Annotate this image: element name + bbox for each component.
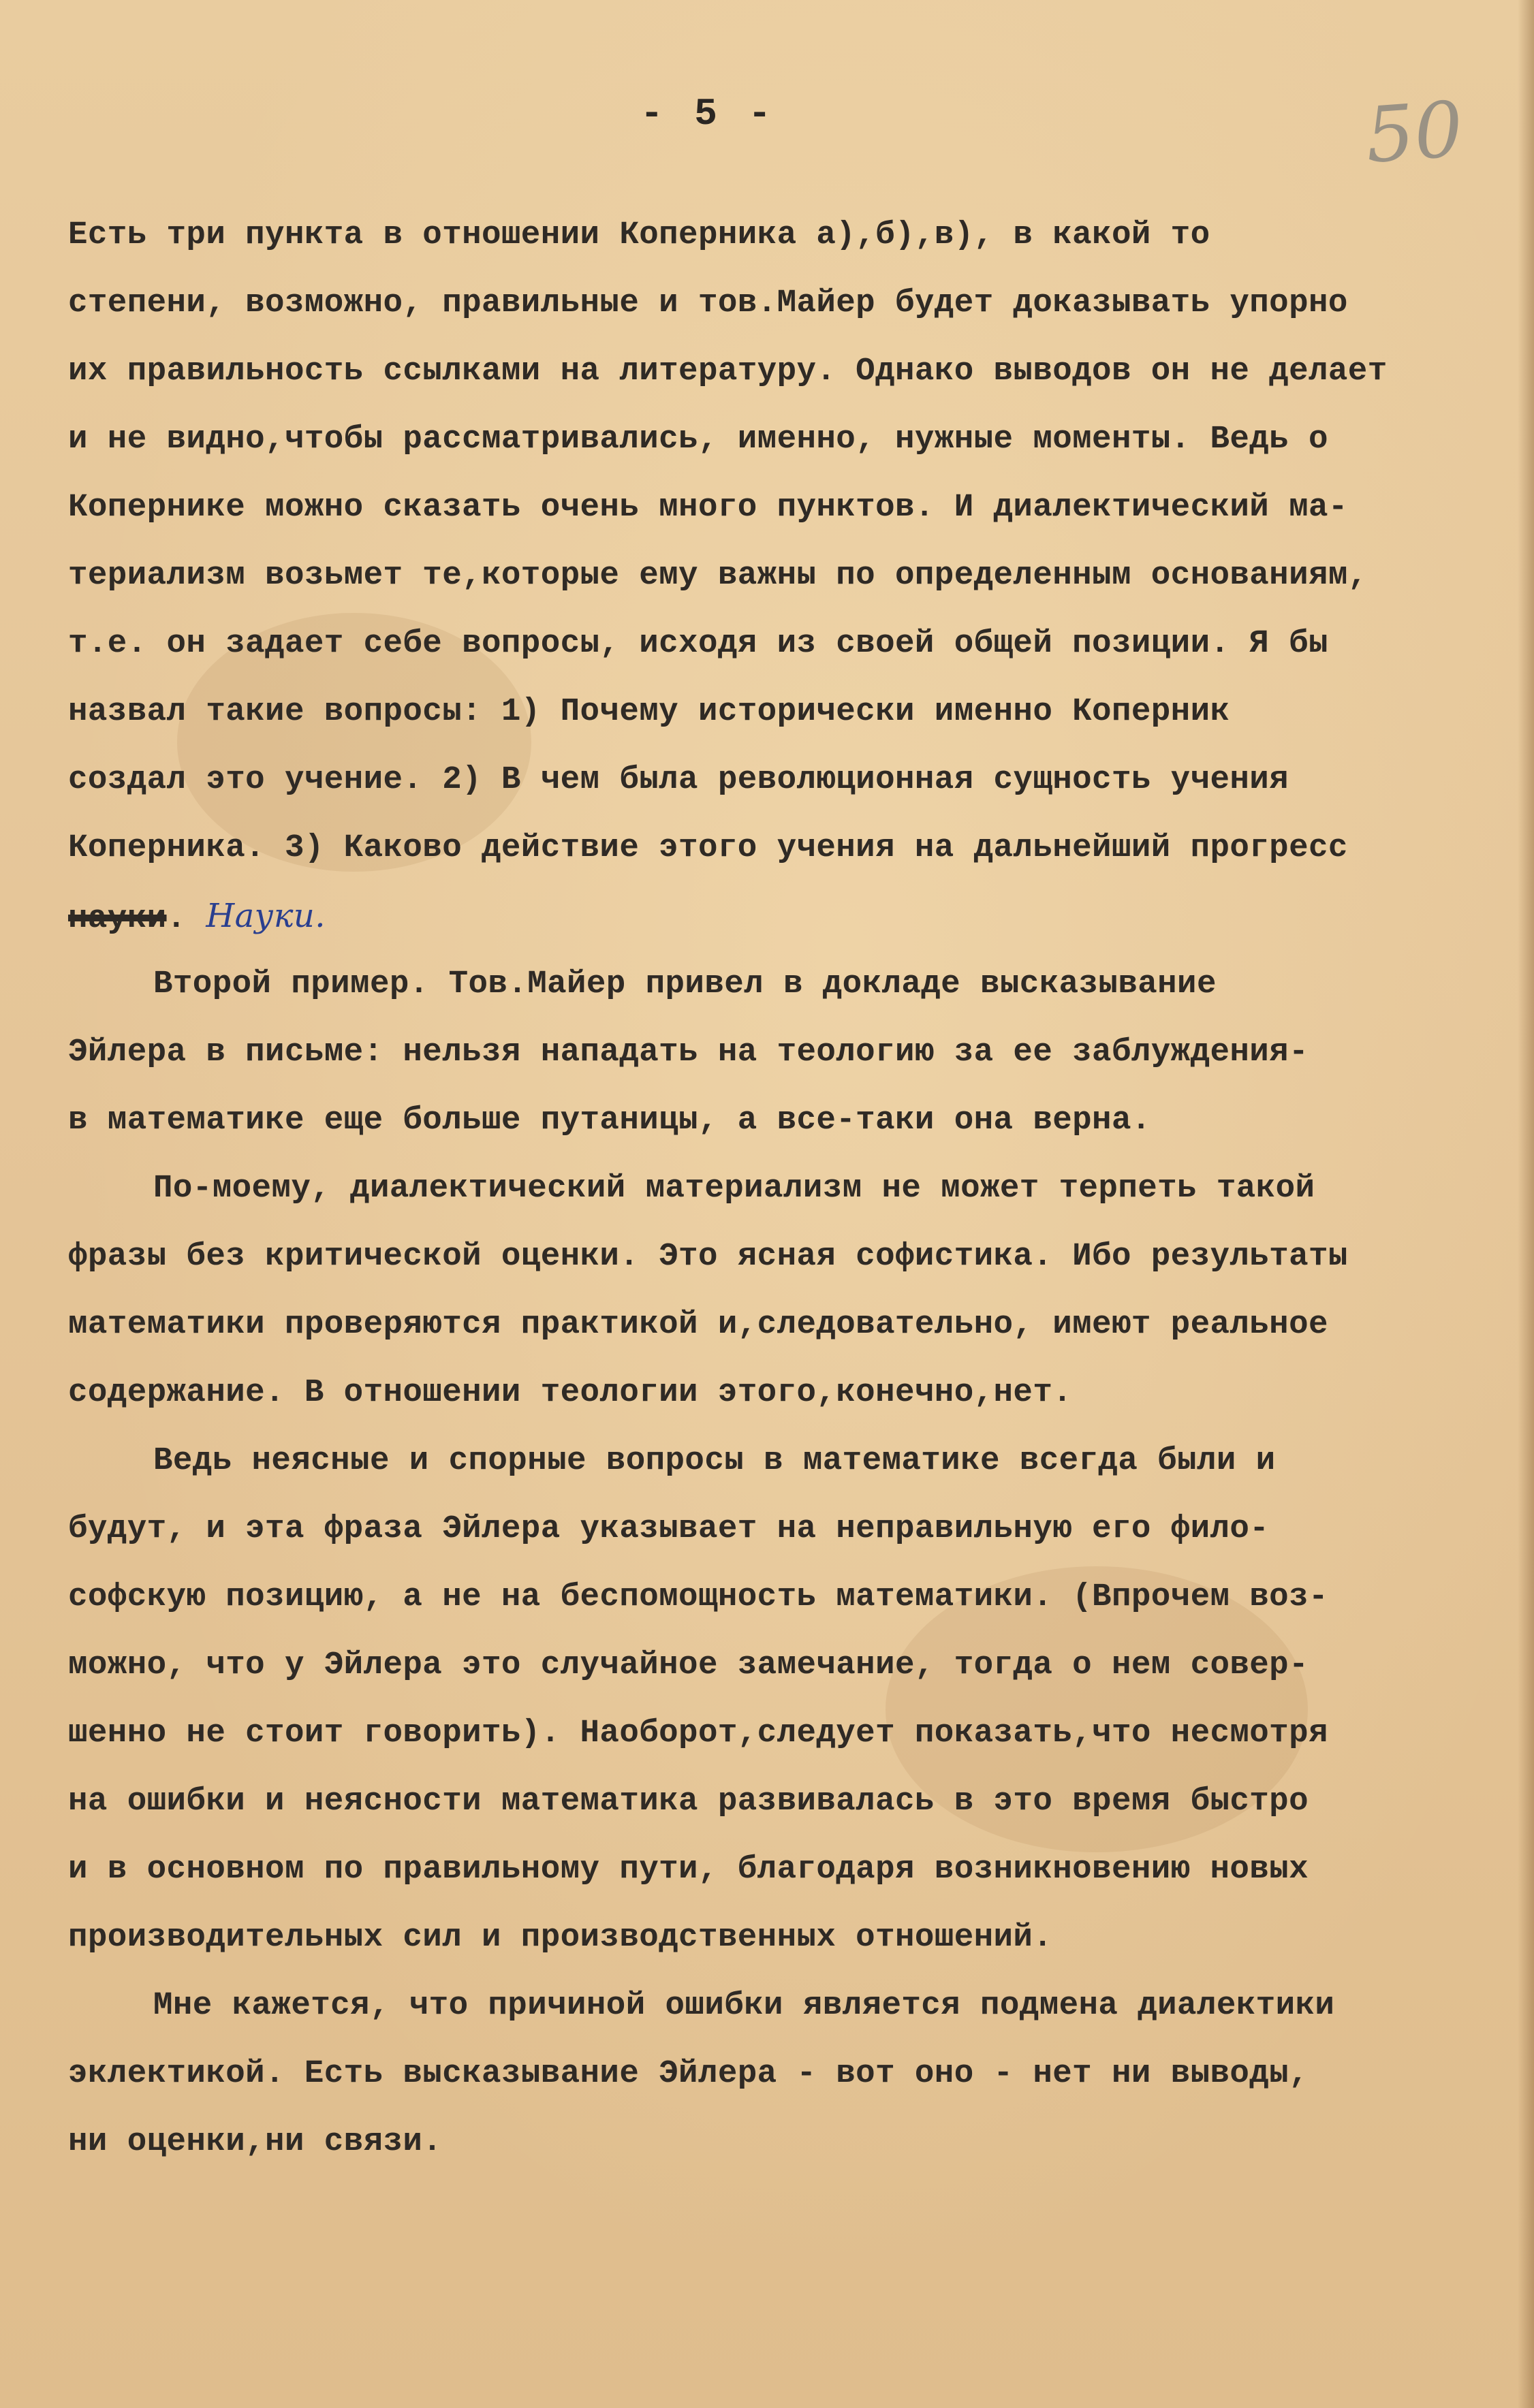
text-line: эклектикой. Есть высказывание Эйлера - вот оно - нет ни выводы, [68, 2055, 1309, 2092]
text-line: Копернике можно сказать очень много пунктов. И диалектический ма- [68, 489, 1348, 526]
handwritten-correction: Науки. [206, 897, 326, 935]
text-line: Мне кажется, что причиной ошибки является подмена диалектики [153, 1987, 1335, 2024]
text-line: и в основном по правильному пути, благодаря возникновению новых [68, 1851, 1309, 1888]
text-line: По-моему, диалектический материализм не может терпеть такой [153, 1170, 1315, 1207]
text-line: и не видно,чтобы рассматривались, именно, нужные моменты. Ведь о [68, 421, 1328, 458]
page-number: - 5 - [640, 92, 776, 136]
paragraph-1 [68, 201, 1512, 950]
text-line: териализм возьмет те,которые ему важны по определенным основаниям, [68, 557, 1368, 594]
text-line: Эйлера в письме: нельзя нападать на теологию за ее заблуждения- [68, 1034, 1309, 1071]
text-line: содержание. В отношении теологии этого,конечно,нет. [68, 1374, 1073, 1411]
paragraph-4 [68, 1427, 1512, 1971]
text-fragment: . [166, 900, 206, 937]
text-line: ни оценки,ни связи. [68, 2123, 443, 2160]
text-line: степени, возможно, правильные и тов.Майер будет доказывать упорно [68, 285, 1348, 321]
text-line: создал это учение. 2) В чем была революционная сущность учения [68, 761, 1289, 798]
text-line: математики проверяются практикой и,следовательно, имеют реальное [68, 1306, 1328, 1343]
text-line: Второй пример. Тов.Майер привел в докладе высказывание [153, 966, 1217, 1002]
struck-out-word: науки [68, 900, 167, 937]
text-line: производительных сил и производственных отношений. [68, 1919, 1053, 1956]
text-line: софскую позицию, а не на беспомощность математики. (Впрочем воз- [68, 1579, 1328, 1615]
page-edge-shadow [1518, 0, 1534, 2408]
text-line: на ошибки и неясности математика развивалась в это время быстро [68, 1783, 1309, 1820]
archive-folio-number: 50 [1362, 85, 1466, 180]
text-line: будут, и эта фраза Эйлера указывает на неправильную его фило- [68, 1510, 1270, 1547]
typewritten-body [68, 201, 1512, 2176]
paragraph-5 [68, 1971, 1512, 2176]
text-line: фразы без критической оценки. Это ясная софистика. Ибо результаты [68, 1238, 1348, 1275]
text-line: Ведь неясные и спорные вопросы в математике всегда были и [153, 1442, 1276, 1479]
text-line: можно, что у Эйлера это случайное замечание, тогда о нем совер- [68, 1647, 1309, 1683]
text-line: шенно не стоит говорить). Наоборот,следует показать,что несмотря [68, 1715, 1328, 1752]
text-line: их правильность ссылками на литературу. Однако выводов он не делает [68, 353, 1388, 390]
text-line-with-correction [68, 882, 1512, 950]
text-line: Есть три пункта в отношении Коперника а),б),в), в какой то [68, 217, 1210, 253]
text-line: т.е. он задает себе вопросы, исходя из своей общей позиции. Я бы [68, 625, 1328, 662]
paragraph-2 [68, 950, 1512, 1154]
text-line: назвал такие вопросы: 1) Почему исторически именно Коперник [68, 693, 1230, 730]
paragraph-3 [68, 1154, 1512, 1427]
text-line: в математике еще больше путаницы, а все-таки она верна. [68, 1102, 1151, 1139]
text-line: Коперника. 3) Каково действие этого учения на дальнейший прогресс [68, 829, 1348, 866]
